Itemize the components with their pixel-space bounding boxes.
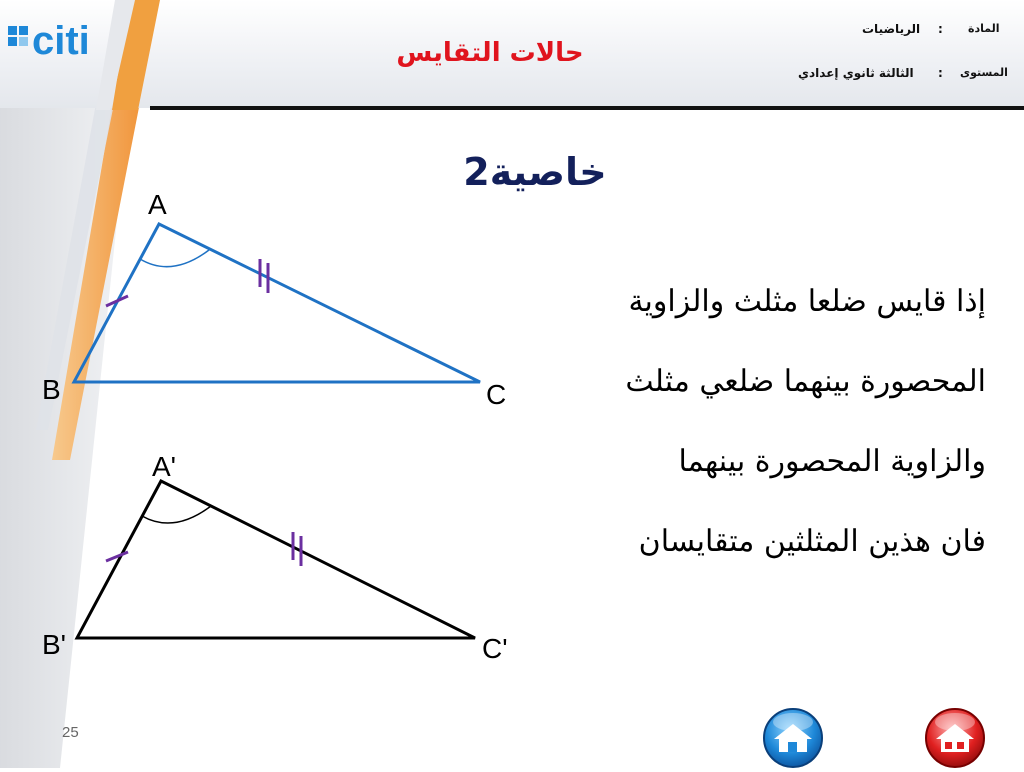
vertex-label-a-prime: A'	[152, 451, 177, 482]
home-button[interactable]	[760, 706, 826, 768]
citi-logo	[8, 20, 120, 64]
level-separator: :	[938, 66, 943, 80]
triangle-abc-prime	[42, 451, 508, 664]
angle-arc-a	[140, 250, 209, 267]
triangle-abc	[42, 189, 506, 410]
statement-line-4: فان هذين المثلثين متقايسان	[638, 524, 986, 559]
statement-line-2: المحصورة بينهما ضلعي مثلث	[625, 364, 986, 399]
vertex-label-a: A	[148, 189, 167, 220]
statement-line-1: إذا قايس ضلعا مثلث والزاوية	[628, 284, 986, 319]
slide-number: 25	[62, 724, 79, 741]
home-icon	[760, 706, 826, 768]
vertex-label-b-prime: B'	[42, 629, 67, 660]
slide-title: حالات التقايس	[396, 38, 584, 68]
vertex-label-b: B	[42, 374, 61, 405]
property-heading: خاصية2	[463, 150, 607, 194]
statement-line-3: والزاوية المحصورة بينهما	[678, 444, 986, 479]
level-value: الثالثة ثانوي إعدادي	[798, 66, 914, 80]
header-divider	[150, 106, 1024, 110]
angle-arc-a-prime	[142, 506, 211, 523]
exit-home-icon	[922, 706, 988, 768]
subject-separator: :	[938, 22, 943, 36]
level-label: المستوى	[960, 66, 1008, 79]
triangles-figure	[0, 180, 540, 670]
tick-mark-a-prime-b-prime	[106, 552, 128, 561]
svg-text:citi: citi	[32, 20, 90, 63]
vertex-label-c-prime: C'	[482, 633, 508, 664]
property-statement	[506, 276, 986, 596]
subject-value: الرياضيات	[862, 22, 921, 36]
subject-label: المادة	[968, 22, 1000, 35]
exit-button[interactable]	[922, 706, 988, 768]
vertex-label-c: C	[486, 379, 507, 410]
